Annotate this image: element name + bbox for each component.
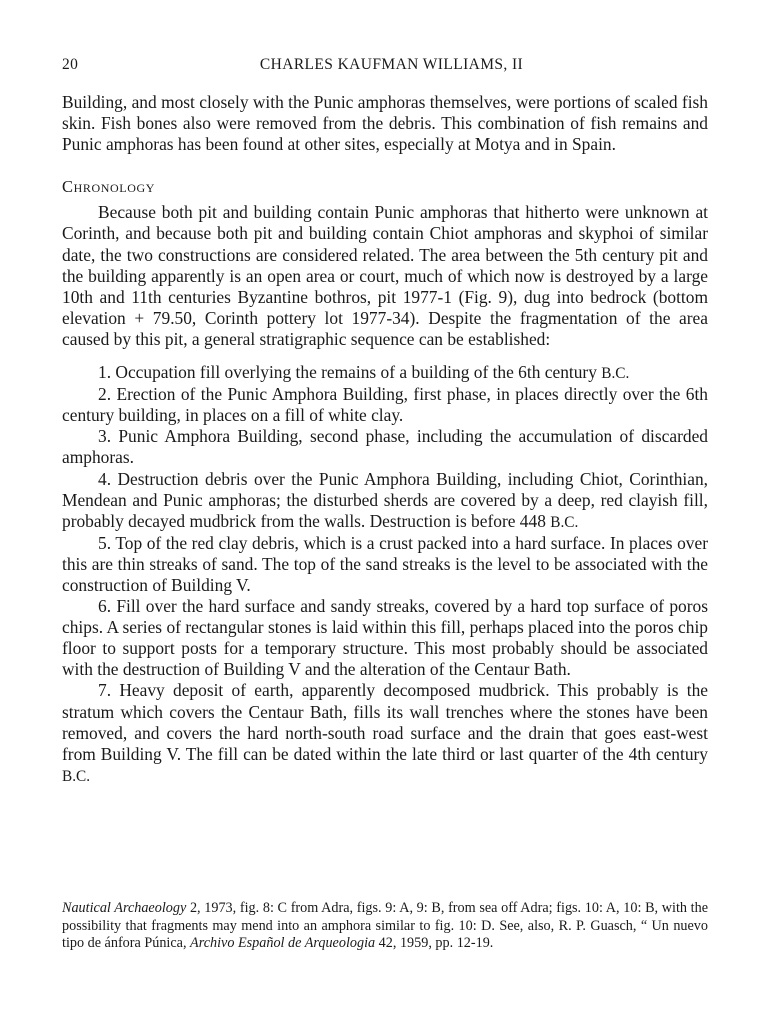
- running-header: [62, 56, 711, 74]
- item-text: Destruction debris over the Punic Amphora Building, including Chiot, Corinthian, Mendean and Punic amphoras; the disturbed sherds are covered by a deep, red clayish fill, probably decayed mudbrick from the walls. Destruction is before 448: [62, 468, 708, 531]
- stratigraphic-sequence: [62, 362, 708, 787]
- item-number: 3.: [98, 426, 112, 447]
- era-label: B.C.: [62, 767, 91, 785]
- footnote-part-1: 2, 1973, fig. 8: C from Adra, figs. 9: A, 9: B, from sea off Adra; figs. 10: A, 10: B, with the possibility that fragments may mend into an amphora similar to fig. 10: D. See, also, R. P. Guasch, “ Un nuevo tipo de ánfora Púnica,: [62, 900, 709, 952]
- list-item: [62, 426, 708, 468]
- item-number: 6.: [98, 596, 112, 617]
- list-item: [62, 362, 708, 384]
- era-label: B.C.: [601, 365, 630, 383]
- item-text: Erection of the Punic Amphora Building, first phase, in places directly over the 6th century building, in places on a fill of white clay.: [62, 384, 708, 426]
- running-title: CHARLES KAUFMAN WILLIAMS, II: [259, 56, 524, 73]
- item-number: 1.: [98, 362, 112, 383]
- item-number: 5.: [98, 532, 112, 553]
- item-text: Top of the red clay debris, which is a crust packed into a hard surface. In places over this are thin streaks of sand. The top of the sand streaks is the level to be associated with the construction of Building V.: [62, 532, 708, 595]
- era-label: B.C.: [550, 513, 579, 531]
- main-text: [62, 92, 708, 787]
- page-number: 20: [62, 56, 79, 73]
- section-paragraph: Because both pit and building contain Punic amphoras that hitherto were unknown at Corinth, and because both pit and building contain Chiot amphoras and skyphoi of similar date, the two constructions are considered related. The area between the 5th century pit and the building apparently is an open area or court, much of which now is destroyed by a large 10th and 11th centuries Byzantine bothros, pit 1977-1 (Fig. 9), dug into bedrock (bottom elevation + 79.50, Corinth pottery lot 1977-34). Despite the fragmentation of the area caused by this pit, a general stratigraphic sequence can be established:: [62, 202, 708, 349]
- intro-paragraph: Building, and most closely with the Punic amphoras themselves, were portions of scaled fish skin. Fish bones also were removed from the debris. This combination of fish remains and Punic amphoras has been found at other sites, especially at Motya and in Spain.: [62, 92, 708, 155]
- list-item: [62, 596, 708, 680]
- journal-title: Nautical Archaeology: [62, 900, 187, 916]
- footnote-part-2: 42, 1959, pp. 12-19.: [375, 935, 494, 952]
- item-number: 7.: [98, 680, 112, 701]
- item-text: Occupation fill overlying the remains of a building of the 6th century: [115, 362, 597, 383]
- item-text: Fill over the hard surface and sandy streaks, covered by a hard top surface of poros chips. A series of rectangular stones is laid within this fill, perhaps placed into the poros chip floor to support posts for a temporary structure. This most probably should be associated with the destruction of Building V and the alteration of the Centaur Bath.: [62, 596, 708, 680]
- list-item: [62, 533, 708, 596]
- item-number: 4.: [98, 468, 112, 489]
- item-number: 2.: [98, 384, 112, 405]
- item-text: Punic Amphora Building, second phase, including the accumulation of discarded amphoras.: [62, 426, 708, 468]
- section-heading: Chronology: [62, 177, 156, 197]
- list-item: [62, 469, 708, 533]
- journal-title-2: Archivo Español de Arqueologia: [190, 935, 376, 952]
- list-item: [62, 384, 708, 426]
- footnote-text: [62, 900, 708, 953]
- item-text: Heavy deposit of earth, apparently decomposed mudbrick. This probably is the stratum which covers the Centaur Bath, fills its wall trenches where the stones have been removed, and covers the hard north-south road surface and the drain that goes east-west from Building V. The fill can be dated within the late third or last quarter of the 4th century: [62, 680, 708, 764]
- list-item: [62, 680, 708, 786]
- footnote: [62, 900, 708, 953]
